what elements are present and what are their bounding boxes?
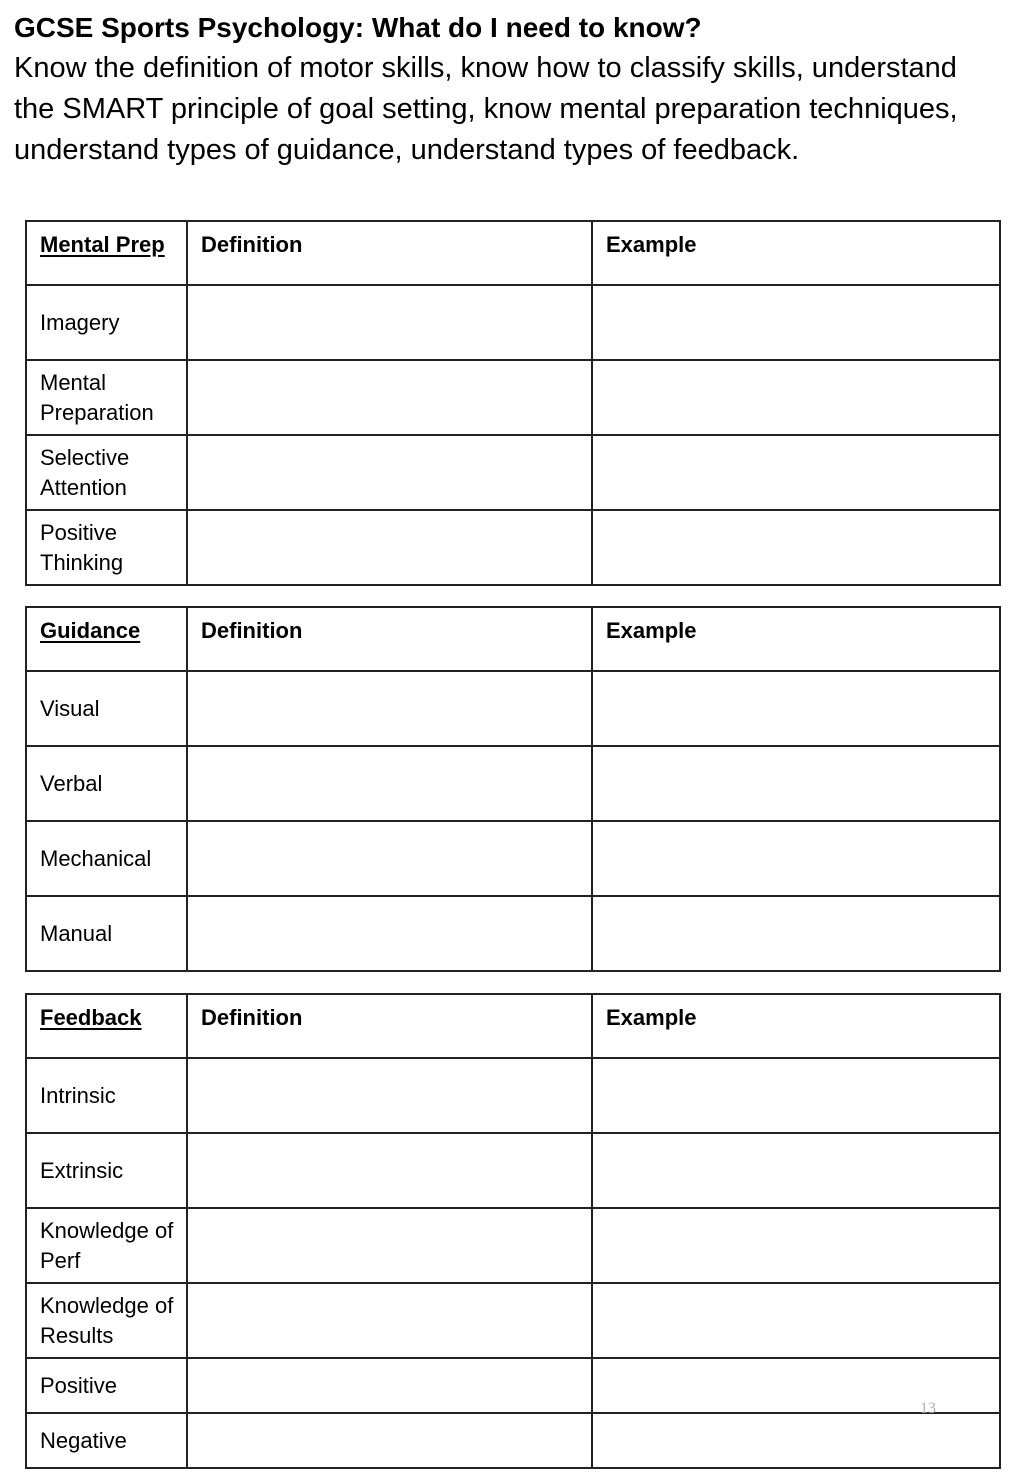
example-cell[interactable] bbox=[592, 671, 1000, 746]
table-row bbox=[26, 285, 1000, 360]
definition-cell[interactable] bbox=[187, 285, 592, 360]
table-row bbox=[26, 510, 1000, 585]
header-cell-example: Example bbox=[592, 607, 1000, 671]
example-cell[interactable] bbox=[592, 285, 1000, 360]
header-cell-topic: Mental Prep bbox=[26, 221, 187, 285]
mental-prep-table bbox=[25, 220, 1001, 586]
row-label: Intrinsic bbox=[26, 1058, 187, 1133]
table-row bbox=[26, 746, 1000, 821]
table-row bbox=[26, 360, 1000, 435]
row-label: Mechanical bbox=[26, 821, 187, 896]
row-label: Extrinsic bbox=[26, 1133, 187, 1208]
table-row bbox=[26, 435, 1000, 510]
definition-cell[interactable] bbox=[187, 435, 592, 510]
header-cell-definition: Definition bbox=[187, 221, 592, 285]
example-cell[interactable] bbox=[592, 821, 1000, 896]
row-label: Negative bbox=[26, 1413, 187, 1468]
row-label: Knowledge of Results bbox=[26, 1283, 187, 1358]
definition-cell[interactable] bbox=[187, 746, 592, 821]
page-number: 13 bbox=[920, 1400, 936, 1417]
row-label: Manual bbox=[26, 896, 187, 971]
row-label: Mental Preparation bbox=[26, 360, 187, 435]
definition-cell[interactable] bbox=[187, 896, 592, 971]
table-row bbox=[26, 821, 1000, 896]
definition-cell[interactable] bbox=[187, 1208, 592, 1283]
row-label: Positive bbox=[26, 1358, 187, 1413]
example-cell[interactable] bbox=[592, 1058, 1000, 1133]
table-row bbox=[26, 1413, 1000, 1468]
row-label: Imagery bbox=[26, 285, 187, 360]
feedback-table bbox=[25, 993, 1001, 1469]
definition-cell[interactable] bbox=[187, 1058, 592, 1133]
definition-cell[interactable] bbox=[187, 1133, 592, 1208]
intro-text: Know the definition of motor skills, know how to classify skills, understand the SMART principle of goal setting, know mental preparation techniques, understand types of guidance, understand types of feedback. bbox=[14, 52, 958, 166]
definition-cell[interactable] bbox=[187, 1358, 592, 1413]
table-row bbox=[26, 1283, 1000, 1358]
header-cell-definition: Definition bbox=[187, 994, 592, 1058]
row-label: Positive Thinking bbox=[26, 510, 187, 585]
example-cell[interactable] bbox=[592, 1283, 1000, 1358]
definition-cell[interactable] bbox=[187, 1413, 592, 1468]
table-header-row bbox=[26, 607, 1000, 671]
definition-cell[interactable] bbox=[187, 360, 592, 435]
example-cell[interactable] bbox=[592, 746, 1000, 821]
definition-cell[interactable] bbox=[187, 1283, 592, 1358]
header-cell-example: Example bbox=[592, 994, 1000, 1058]
table-header-row bbox=[26, 994, 1000, 1058]
example-cell[interactable] bbox=[592, 510, 1000, 585]
header-cell-topic: Guidance bbox=[26, 607, 187, 671]
definition-cell[interactable] bbox=[187, 671, 592, 746]
row-label: Selective Attention bbox=[26, 435, 187, 510]
example-cell[interactable] bbox=[592, 360, 1000, 435]
table-row bbox=[26, 1058, 1000, 1133]
header-cell-topic: Feedback bbox=[26, 994, 187, 1058]
example-cell[interactable] bbox=[592, 1133, 1000, 1208]
definition-cell[interactable] bbox=[187, 510, 592, 585]
header-cell-example: Example bbox=[592, 221, 1000, 285]
example-cell[interactable] bbox=[592, 1413, 1000, 1468]
definition-cell[interactable] bbox=[187, 821, 592, 896]
table-row bbox=[26, 896, 1000, 971]
example-cell[interactable] bbox=[592, 1208, 1000, 1283]
table-row bbox=[26, 1133, 1000, 1208]
table-row bbox=[26, 1208, 1000, 1283]
example-cell[interactable] bbox=[592, 896, 1000, 971]
table-row bbox=[26, 1358, 1000, 1413]
row-label: Visual bbox=[26, 671, 187, 746]
example-cell[interactable] bbox=[592, 435, 1000, 510]
row-label: Verbal bbox=[26, 746, 187, 821]
header-cell-definition: Definition bbox=[187, 607, 592, 671]
table-row bbox=[26, 671, 1000, 746]
table-header-row bbox=[26, 221, 1000, 285]
page-title: GCSE Sports Psychology: What do I need to know? bbox=[14, 12, 702, 43]
guidance-table bbox=[25, 606, 1001, 972]
example-cell[interactable] bbox=[592, 1358, 1000, 1413]
row-label: Knowledge of Perf bbox=[26, 1208, 187, 1283]
